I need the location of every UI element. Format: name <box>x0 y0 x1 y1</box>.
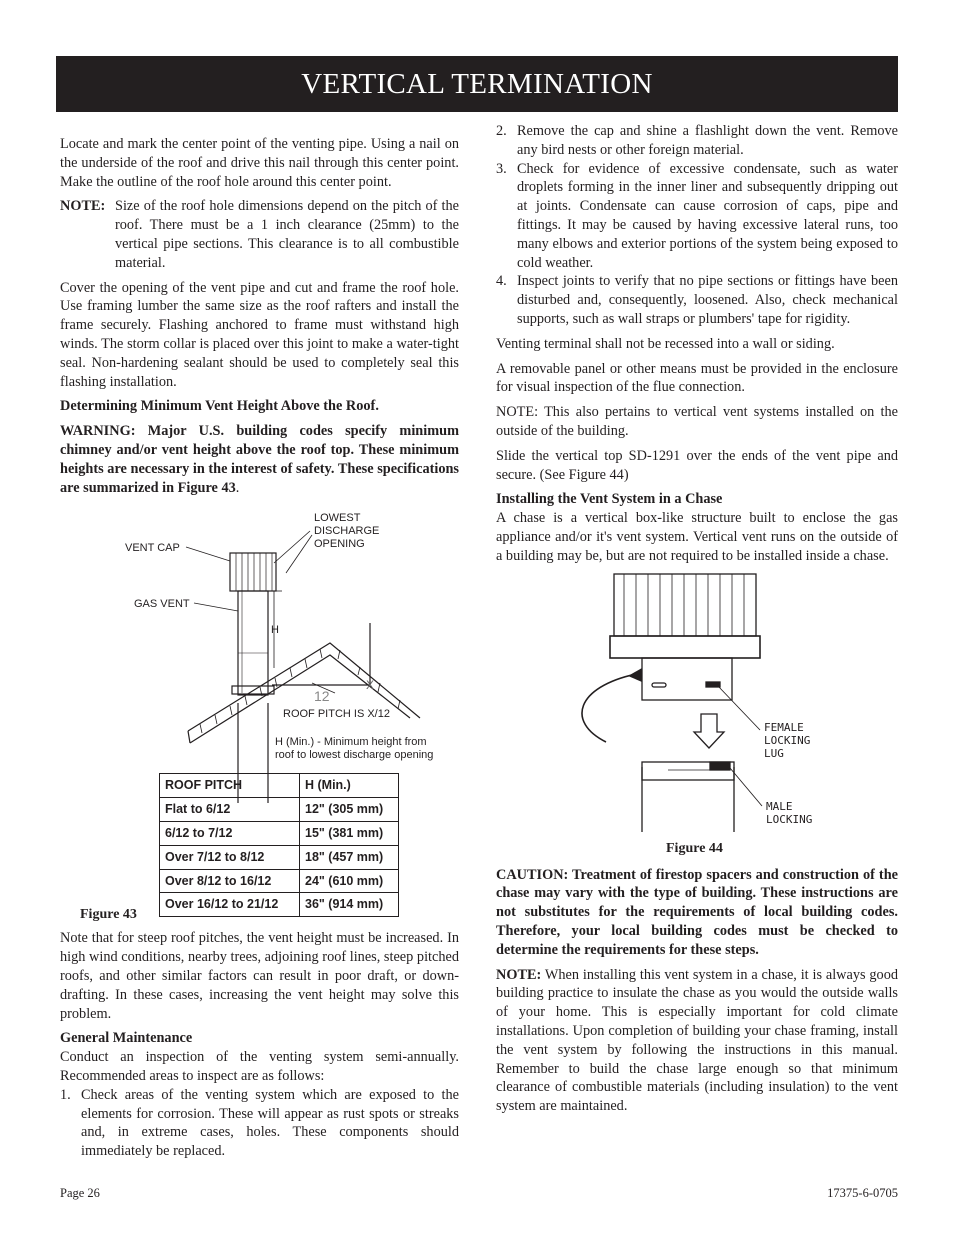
figure-44 <box>496 572 898 862</box>
page-title-banner <box>56 56 898 112</box>
paragraph-removable-panel: A removable panel or other means must be provided in the enclosure for visual inspection of the flue connection. <box>496 360 898 396</box>
warning-period: . <box>235 479 240 496</box>
figure-44-drawing <box>496 572 898 862</box>
table-row <box>160 845 399 869</box>
note-chase-label: NOTE: <box>496 966 542 983</box>
paragraph-note-outside: NOTE: This also pertains to vertical vent systems installed on the outside of the building. <box>496 404 898 439</box>
paragraph-inspection: Conduct an inspection of the venting system semi-annually. Recommended areas to inspect are as follows: <box>60 1049 459 1084</box>
maintenance-list-left <box>60 1086 459 1161</box>
label-roof-pitch: ROOF PITCH IS X/12 <box>283 708 390 721</box>
table-row <box>160 798 399 822</box>
table-cell: 6/12 to 7/12 <box>160 821 300 845</box>
table-cell: 18" (457 mm) <box>300 845 399 869</box>
figure-43-caption: Figure 43 <box>80 907 137 923</box>
page-number: Page 26 <box>60 1186 100 1200</box>
table-header: H (Min.) <box>300 774 399 798</box>
heading-general-maintenance: General Maintenance <box>60 1030 193 1047</box>
table-row <box>160 869 399 893</box>
list-item-text: Check areas of the venting system which are exposed to the elements for corrosion. These will appear as rust spots or streaks and, in extreme cases, holes. These components should immediately be replaced. <box>81 1086 459 1160</box>
list-item <box>496 160 898 273</box>
list-item-text: Check for evidence of excessive condensate, such as water droplets forming in the inner liner and subsequently dripping out at joints. Condensate can cause corrosion of caps, pipe and fittings. It may be caused by having excessive lateral runs, too many elbows and exterior portions of the system being exposed to cold weather. <box>517 160 898 271</box>
maintenance-list-right <box>496 122 898 329</box>
heading-chase: Installing the Vent System in a Chase <box>496 491 723 508</box>
label-female: FEMALE <box>764 720 804 734</box>
paragraph-slide-top: Slide the vertical top SD-1291 over the ends of the vent pipe and secure. (See Figure 44) <box>496 447 898 483</box>
note-chase-paragraph <box>496 966 898 1116</box>
table-cell: Over 7/12 to 8/12 <box>160 845 300 869</box>
label-gas-vent: GAS VENT <box>134 598 190 611</box>
label-hmin-line1: H (Min.) - Minimum height from <box>275 736 427 749</box>
label-12: 12 <box>314 688 330 705</box>
figure-44-caption: Figure 44 <box>666 840 723 856</box>
label-male-locking: LOCKING <box>766 812 813 826</box>
note-label: NOTE: <box>60 198 106 215</box>
note-chase-text: When installing this vent system in a chase, it is always good building practice to insulate the chase as you would the outside walls of your home. This is especially important for cold climate installations. Upon completion of building your chase framing, install the vent system by following the instructions in this manual. Remember to build the chase large enough so that minimum clearance of combustible materials (including insulation) to the vent system are maintained. <box>496 966 899 1115</box>
list-item-text: Remove the cap and shine a flashlight down the vent. Remove any bird nests or other foreign material. <box>517 123 898 158</box>
table-cell: Over 8/12 to 16/12 <box>160 869 300 893</box>
note-text: Size of the roof hole dimensions depend on the pitch of the roof. There must be a 1 inch clearance (25mm) to the vertical pipe sections. This clearance is to all combustible material. <box>115 198 459 271</box>
label-lowest: LOWEST <box>314 512 361 525</box>
table-cell: 15" (381 mm) <box>300 821 399 845</box>
list-item-text: Inspect joints to verify that no pipe sections or fittings have been disturbed and, consequently, loosened. Also, check mechanical supports, such as wall straps or plumbers' tape for rigidity. <box>517 273 898 327</box>
warning-paragraph <box>60 422 459 497</box>
paragraph-chase: A chase is a vertical box-like structure built to enclose the gas appliance and/or it's vent system. Vertical vent runs on the outside of a building may be, but are not required to be installed inside a chase. <box>496 510 898 564</box>
paragraph-recessed: Venting terminal shall not be recessed into a wall or siding. <box>496 335 835 352</box>
paragraph-roof-hole: Locate and mark the center point of the venting pipe. Using a nail on the underside of the roof and drive this nail through this center point. Make the outline of the roof hole around this center point. <box>60 136 459 190</box>
label-vent-cap: VENT CAP <box>125 542 180 555</box>
roof-pitch-table <box>159 773 399 917</box>
table-cell: Over 16/12 to 21/12 <box>160 893 300 917</box>
paragraph-steep-pitch: Note that for steep roof pitches, the vent height must be increased. In high wind conditions, nearby trees, adjoining roof lines, steep pitched roofs, and other similar factors can result in poor draft, or down-drafting. In these cases, increasing the vent height may solve this problem. <box>60 930 459 1022</box>
label-x: X <box>366 678 375 693</box>
label-male: MALE <box>766 799 793 813</box>
list-item <box>60 1086 459 1161</box>
label-female-lug: LUG <box>764 746 784 760</box>
table-row <box>160 893 399 917</box>
warning-text: WARNING: Major U.S. building codes specify minimum chimney and/or vent height above the roof top. These minimum heights are necessary in the interest of safety. These specifications are summarized in Figure 43 <box>60 423 459 496</box>
label-female-locking: LOCKING <box>764 733 811 747</box>
label-discharge: DISCHARGE <box>314 525 380 538</box>
heading-min-vent-height: Determining Minimum Vent Height Above the Roof. <box>60 398 379 415</box>
page-title: VERTICAL TERMINATION <box>301 67 653 100</box>
table-header: ROOF PITCH <box>160 774 300 798</box>
list-item-number: 3. <box>496 160 507 177</box>
figure-43 <box>60 503 459 923</box>
list-item-number: 1. <box>60 1086 71 1103</box>
paragraph-framing: Cover the opening of the vent pipe and cut and frame the roof hole. Use framing lumber the same size as the roof rafters and install the frame securely. Flashing anchored to frame must withstand high winds. The storm collar is placed over this joint to make a water-tight seal. Non-hardening sealant should be used to completely seal this flashing installation. <box>60 279 459 390</box>
table-cell: 12" (305 mm) <box>300 798 399 822</box>
list-item-number: 2. <box>496 123 507 139</box>
list-item <box>496 272 898 328</box>
note-roof-hole <box>60 197 459 272</box>
list-item <box>496 122 898 160</box>
label-h: H <box>271 624 279 637</box>
table-cell: Flat to 6/12 <box>160 798 300 822</box>
table-cell: 36" (914 mm) <box>300 893 399 917</box>
table-header-row <box>160 774 399 798</box>
left-column <box>60 135 459 1167</box>
right-column <box>496 122 898 1122</box>
document-number: 17375-6-0705 <box>827 1186 898 1200</box>
table-cell: 24" (610 mm) <box>300 869 399 893</box>
table-row <box>160 821 399 845</box>
list-item-number: 4. <box>496 273 507 290</box>
label-opening: OPENING <box>314 538 365 551</box>
caution-paragraph: CAUTION: Treatment of firestop spacers and construction of the chase may vary with the type of building. These instructions are not substitutes for the requirements of local building codes. Therefore, your local building codes must be checked to determine the requirements for these steps. <box>496 866 898 958</box>
label-hmin-line2: roof to lowest discharge opening <box>275 749 434 762</box>
